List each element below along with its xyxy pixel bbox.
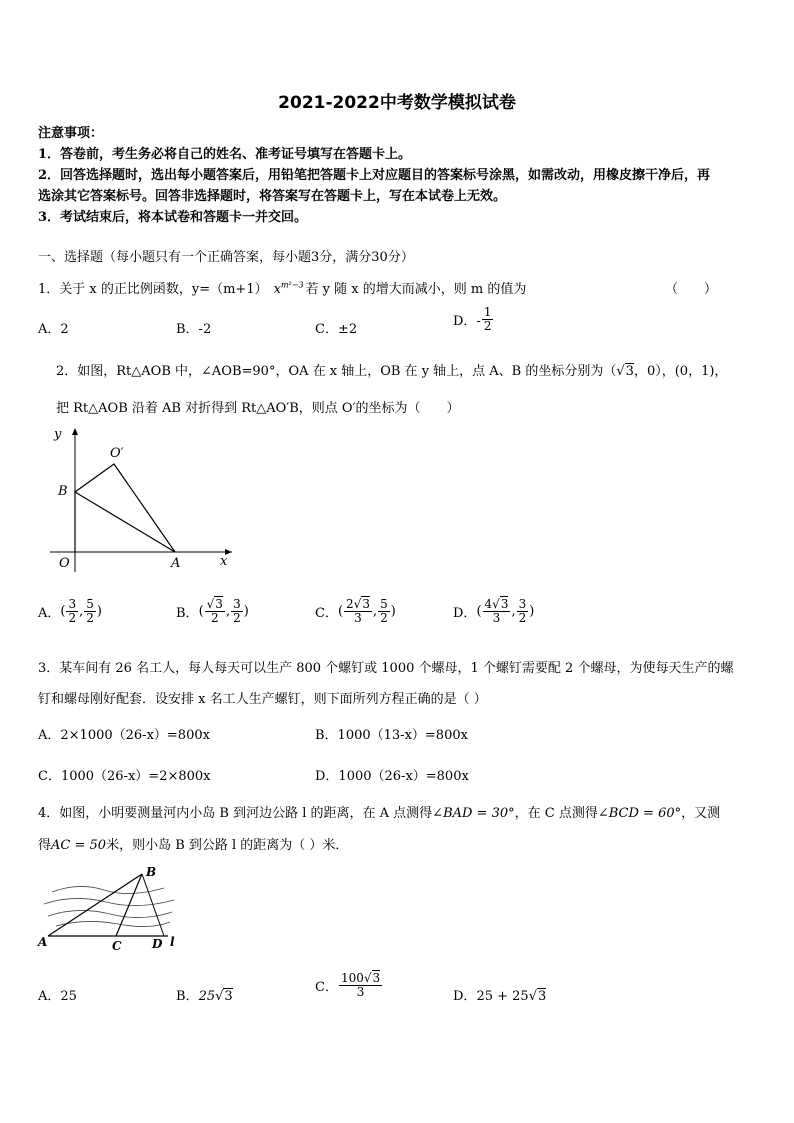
q4-option-c[interactable]: C． $\frac{100√3}{3}$	[315, 971, 381, 999]
question-4-line2: 得AC = 50米，则小岛 B 到公路 l 的距离为（ ）米．	[38, 838, 349, 853]
question-3-line2: 钉和螺母刚好配套．设安排 x 名工人生产螺钉，则下面所列方程正确的是（ ）	[38, 692, 487, 707]
q1-base: x	[273, 282, 281, 297]
q1-exp: m²−3	[280, 280, 304, 290]
q3-option-c[interactable]: C．1000（26-x）=2×800x	[38, 769, 211, 784]
q2-option-b[interactable]: B．( $\frac{√3}{2}$ , $\frac{3}{2}$ )	[176, 597, 249, 625]
q2-line1-post: ，0），(0，1)，	[633, 364, 728, 379]
question-2-line2: 把 Rt△AOB 沿着 AB 对折得到 Rt△AO′B，则点 O′的坐标为（ ）	[56, 401, 460, 416]
notice-item-2: 2．回答选择题时，选出每小题答案后，用铅笔把答题卡上对应题目的答案标号涂黑，如需改动，用橡皮擦干净后，再	[38, 168, 711, 183]
q4-option-d[interactable]: D．25 + 25√3	[453, 989, 547, 1004]
label-o-prime: O′	[110, 446, 124, 461]
label-c: C	[112, 939, 122, 953]
label-y: y	[54, 427, 62, 442]
q1-suffix: 若 y 随 x 的增大而减小，则 m 的值为	[305, 282, 527, 297]
q3-option-a[interactable]: A．2×1000（26-x）=800x	[38, 728, 210, 743]
q1-d-den: 2	[483, 319, 492, 333]
q2-line1-pre: 2．如图，Rt△AOB 中，∠AOB=90°，OA 在 x 轴上，OB 在 y 轴上，点 A、B 的坐标分别为（	[56, 364, 617, 379]
question-1	[38, 278, 526, 297]
wave-3	[48, 910, 172, 917]
q2-option-a[interactable]: A．( $\frac{3}{2}$ , $\frac{5}{2}$ )	[38, 597, 102, 625]
section-heading: 一、选择题（每小题只有一个正确答案，每小题3分，满分30分）	[38, 250, 414, 265]
label-l: l	[170, 935, 175, 949]
label-d: D	[152, 937, 163, 951]
q1-d-label: D．-	[453, 314, 481, 329]
notice-item-1: 1．答卷前，考生务必将自己的姓名、准考证号填写在答题卡上。	[38, 147, 412, 162]
page-title: 2021-2022中考数学模拟试卷	[278, 93, 516, 113]
question-3-line1: 3．某车间有 26 名工人，每人每天可以生产 800 个螺钉或 1000 个螺母，1 个螺钉需要配 2 个螺母，为使每天生产的螺	[38, 661, 734, 676]
q4-ac: AC = 50	[51, 838, 107, 853]
q1-answer-bracket: （ ）	[665, 282, 718, 297]
q4-angle-bcd: ∠BCD = 60°	[597, 806, 682, 821]
q2-sqrt: 3	[625, 364, 634, 379]
q2-figure	[44, 422, 244, 582]
notice-heading: 注意事项：	[38, 126, 104, 141]
notice-item-3: 3．考试结束后，将本试卷和答题卡一并交回。	[38, 210, 308, 225]
q4-option-b[interactable]: B．25√3	[176, 989, 233, 1004]
label-x: x	[220, 554, 228, 569]
q2-option-c[interactable]: C．( $\frac{2√3}{3}$ , $\frac{5}{2}$ )	[315, 597, 396, 625]
q4-angle-bad: ∠BAD = 30°	[432, 806, 515, 821]
q4-figure	[34, 862, 194, 954]
label-b: B	[146, 865, 157, 879]
q1-d-num: 1	[483, 305, 492, 319]
q1-option-c[interactable]: C．±2	[315, 322, 358, 337]
label-b: B	[58, 484, 68, 499]
label-a: A	[171, 556, 181, 571]
q3-option-d[interactable]: D．1000（26-x）=800x	[315, 769, 469, 784]
q1-prefix: 1．关于 x 的正比例函数，y=（m+1）	[38, 282, 268, 297]
question-2-line1: 2．如图，Rt△AOB 中，∠AOB=90°，OA 在 x 轴上，OB 在 y 轴上，点 A、B 的坐标分别为（√3，0），(0，1)，	[56, 364, 728, 379]
y-arrow	[72, 428, 78, 435]
q4-option-a[interactable]: A．25	[38, 989, 77, 1004]
triangle-abo-prime	[75, 464, 175, 552]
q3-option-b[interactable]: B．1000（13-x）=800x	[315, 728, 468, 743]
wave-4	[56, 921, 170, 926]
q1-option-d[interactable]	[453, 306, 494, 333]
wave-2	[44, 898, 174, 905]
notice-item-2-cont: 选涂其它答案标号。回答非选择题时，将答案写在答题卡上，写在本试卷上无效。	[38, 189, 507, 204]
q2-option-d[interactable]: D．( $\frac{4√3}{3}$ , $\frac{3}{2}$ )	[453, 597, 535, 625]
q1-option-b[interactable]: B．-2	[176, 322, 212, 337]
label-a: A	[38, 935, 48, 949]
question-4-line1: 4．如图，小明要测量河内小岛 B 到河边公路 l 的距离，在 A 点测得∠BAD = 30°，在 C 点测得∠BCD = 60°，又测	[38, 806, 721, 821]
label-o: O	[59, 556, 70, 571]
q1-option-a[interactable]: A．2	[38, 322, 69, 337]
